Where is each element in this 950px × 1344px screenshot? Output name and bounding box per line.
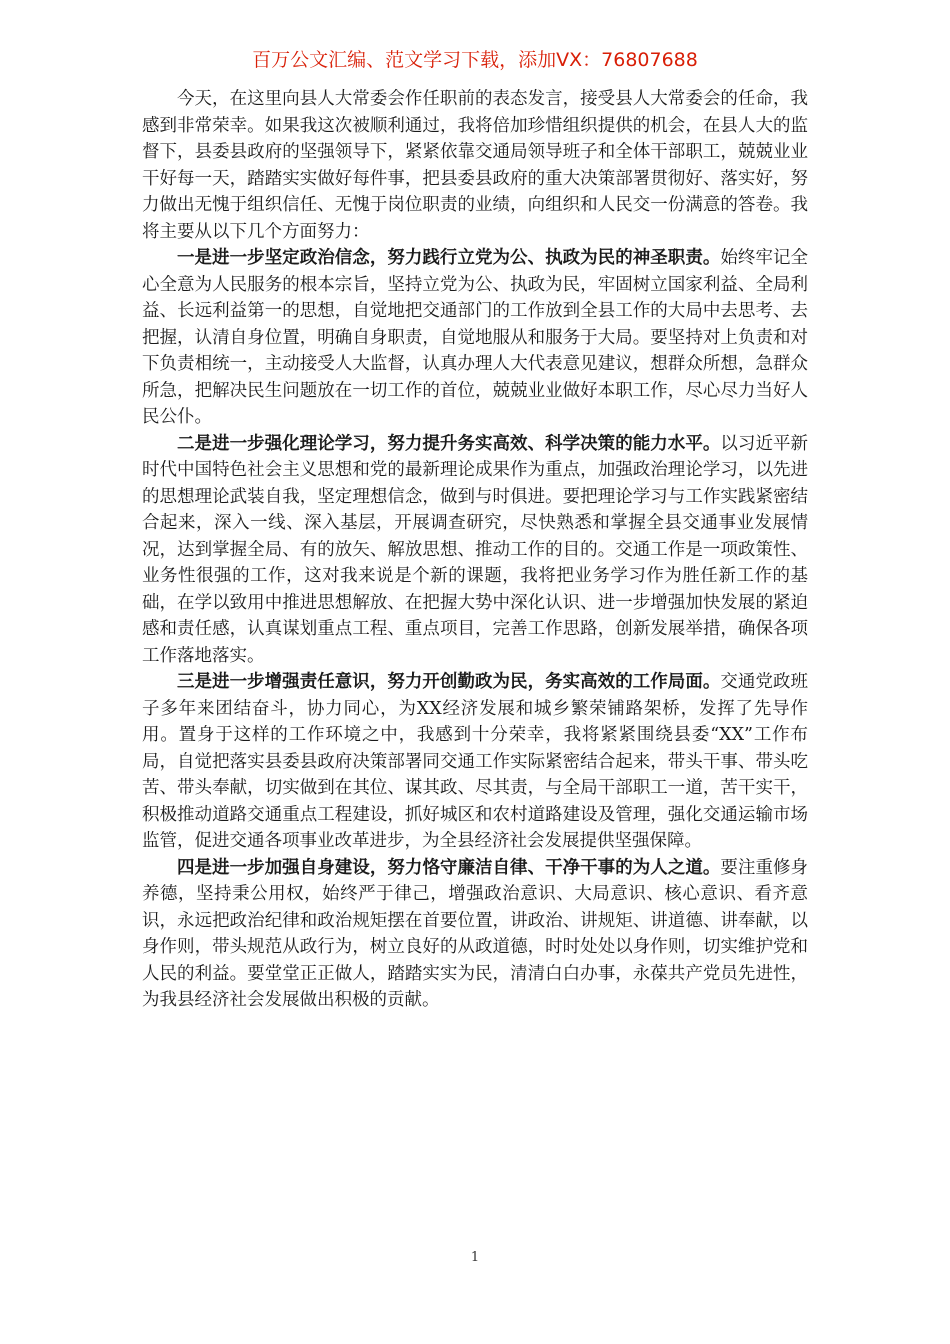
paragraph-point-four <box>142 855 808 1014</box>
paragraph-text: 始终牢记全心全意为人民服务的根本宗旨，坚持立党为公、执政为民，牢固树立国家利益、全局利益、长远利益第一的思想，自觉地把交通部门的工作放到全县工作的大局中去思考、去把握，认清自身位置，明确自身职责，自觉地服从和服务于大局。要坚持对上负责和对下负责相统一，主动接受人大监督，认真办理人大代表意见建议，想群众所想，急群众所急，把解决民生问题放在一切工作的首位，兢兢业业做好本职工作，尽心尽力当好人民公仆。 <box>142 248 809 427</box>
document-body <box>142 86 808 1014</box>
paragraph-lead: 一是进一步坚定政治信念，努力践行立党为公、执政为民的神圣职责。 <box>177 248 721 268</box>
paragraph-text: 交通党政班子多年来团结奋斗，协力同心，为XX经济发展和城乡繁荣铺路架桥，发挥了先导作用。置身于这样的工作环境之中，我感到十分荣幸，我将紧紧围绕县委“XX”工作布局，自觉把落实县委县政府决策部署同交通工作实际紧密结合起来，带头干事、带头吃苦、带头奉献，切实做到在其位、谋其政、尽其责，与全局干部职工一道，苦干实干，积极推动道路交通重点工程建设，抓好城区和农村道路建设及管理，强化交通运输市场监管，促进交通各项事业改革进步，为全县经济社会发展提供坚强保障。 <box>142 672 809 851</box>
paragraph-text: 以习近平新时代中国特色社会主义思想和党的最新理论成果作为重点，加强政治理论学习，以先进的思想理论武装自我，坚定理想信念，做到与时俱进。要把理论学习与工作实践紧密结合起来，深入一线、深入基层，开展调查研究，尽快熟悉和掌握全县交通事业发展情况，达到掌握全局、有的放矢、解放思想、推动工作的目的。交通工作是一项政策性、业务性很强的工作，这对我来说是个新的课题，我将把业务学习作为胜任新工作的基础，在学以致用中推进思想解放、在把握大势中深化认识、进一步增强加快发展的紧迫感和责任感，认真谋划重点工程、重点项目，完善工作思路，创新发展举措，确保各项工作落地落实。 <box>142 433 809 666</box>
paragraph-lead: 三是进一步增强责任意识，努力开创勤政为民，务实高效的工作局面。 <box>177 672 721 692</box>
paragraph-text: 要注重修身养德，坚持秉公用权，始终严于律己，增强政治意识、大局意识、核心意识、看齐意识，永远把政治纪律和政治规矩摆在首要位置，讲政治、讲规矩、讲道德、讲奉献，以身作则，带头规范从政行为，树立良好的从政道德，时时处处以身作则，切实维护党和人民的利益。要堂堂正正做人，踏踏实实为民，清清白白办事，永葆共产党员先进性，为我县经济社会发展做出积极的贡献。 <box>142 857 809 1010</box>
page-number: 1 <box>470 1250 480 1265</box>
paragraph-text: 今天，在这里向县人大常委会作任职前的表态发言，接受县人大常委会的任命，我感到非常荣幸。如果我这次被顺利通过，我将倍加珍惜组织提供的机会，在县人大的监督下，县委县政府的坚强领导下，紧紧依靠交通局领导班子和全体干部职工，兢兢业业干好每一天，踏踏实实做好每件事，把县委县政府的重大决策部署贯彻好、落实好，努力做出无愧于组织信任、无愧于岗位职责的业绩，向组织和人民交一份满意的答卷。我将主要从以下几个方面努力： <box>142 89 808 242</box>
paragraph-point-three <box>142 669 808 855</box>
watermark-header: 百万公文汇编、范文学习下载，添加VX：76807688 <box>252 49 698 71</box>
paragraph-lead: 二是进一步强化理论学习，努力提升务实高效、科学决策的能力水平。 <box>177 433 721 454</box>
paragraph-intro <box>142 86 808 245</box>
paragraph-point-two <box>142 431 808 670</box>
paragraph-lead: 四是进一步加强自身建设，努力恪守廉洁自律、干净干事的为人之道。 <box>177 857 721 878</box>
paragraph-point-one <box>142 245 808 431</box>
